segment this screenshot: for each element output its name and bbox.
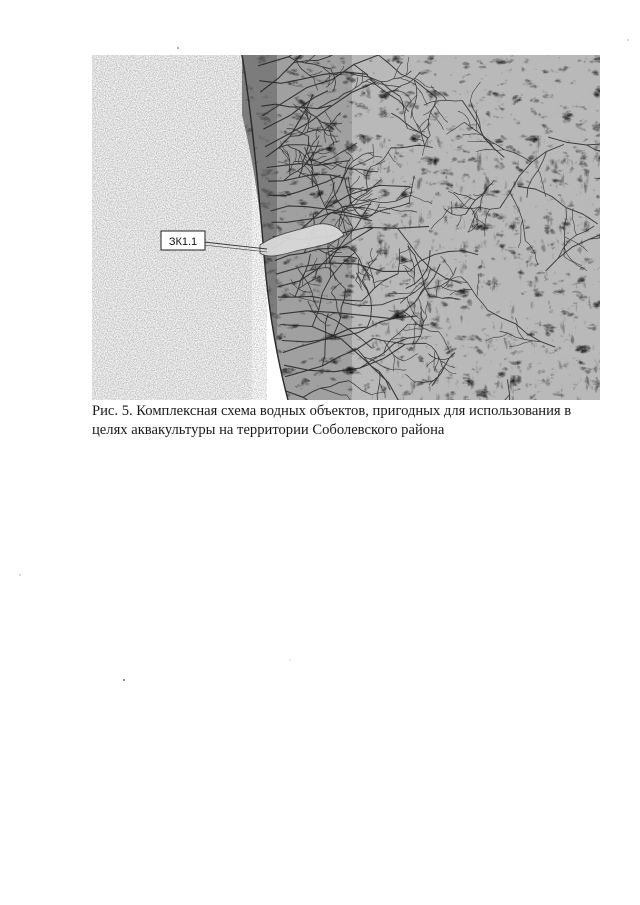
map-label-zk1-1 bbox=[161, 231, 205, 250]
terrain-map bbox=[92, 55, 600, 400]
figure-caption: Рис. 5. Комплексная схема водных объектов, пригодных для использования в целях аквакультуры на территории Соболевского района bbox=[92, 403, 572, 438]
terrain-map-figure bbox=[92, 55, 600, 400]
land-area bbox=[232, 55, 600, 400]
map-label-text: ЗК1.1 bbox=[168, 236, 198, 248]
sea-area bbox=[92, 55, 267, 400]
